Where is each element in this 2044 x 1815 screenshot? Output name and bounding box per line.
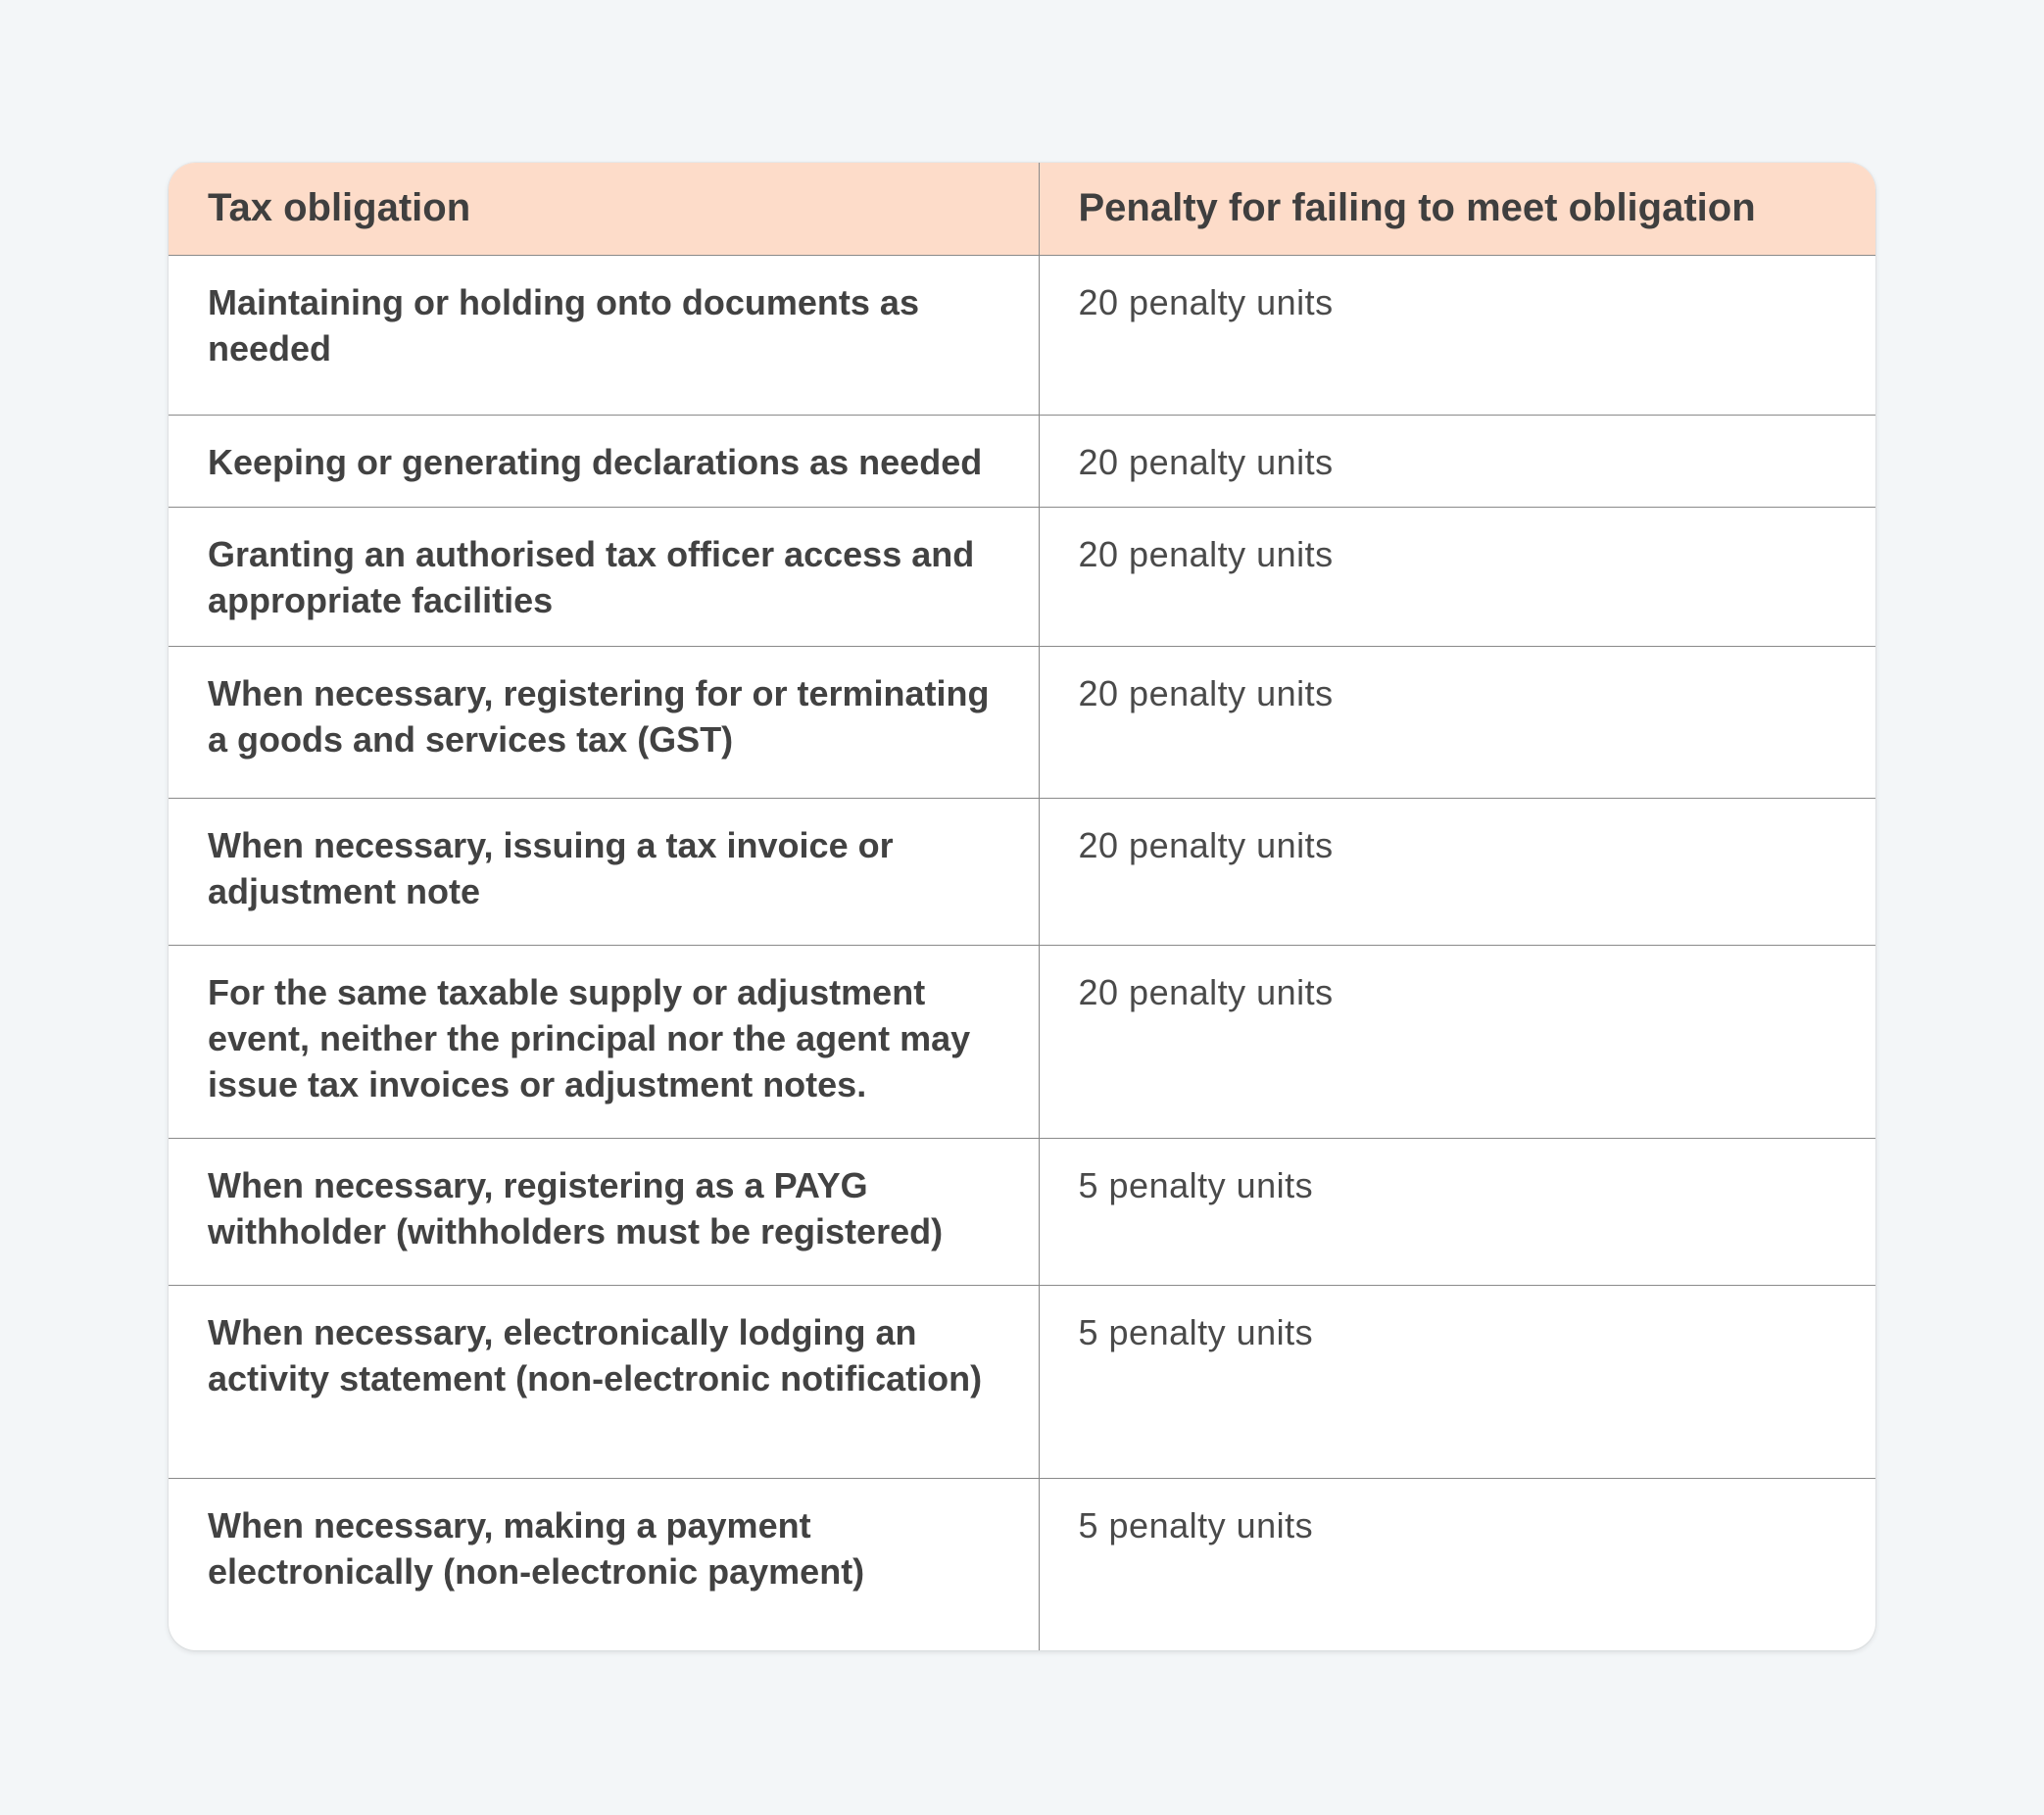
table-row <box>169 1478 1875 1650</box>
penalty-cell: 20 penalty units <box>1039 945 1875 1138</box>
obligation-cell: When necessary, issuing a tax invoice or adjustment note <box>169 798 1039 945</box>
header-tax-obligation: Tax obligation <box>169 163 1039 255</box>
obligation-cell: When necessary, electronically lodging an activity statement (non-electronic notification) <box>169 1285 1039 1478</box>
penalty-table <box>169 163 1875 1650</box>
obligation-cell: When necessary, registering for or terminating a goods and services tax (GST) <box>169 646 1039 798</box>
penalty-cell: 5 penalty units <box>1039 1285 1875 1478</box>
table-row <box>169 255 1875 415</box>
obligation-cell: When necessary, registering as a PAYG withholder (withholders must be registered) <box>169 1138 1039 1285</box>
table-row <box>169 1285 1875 1478</box>
penalty-cell: 20 penalty units <box>1039 646 1875 798</box>
penalty-cell: 5 penalty units <box>1039 1138 1875 1285</box>
table-row <box>169 507 1875 646</box>
table-row <box>169 798 1875 945</box>
header-penalty: Penalty for failing to meet obligation <box>1039 163 1875 255</box>
penalty-cell: 20 penalty units <box>1039 798 1875 945</box>
table-row <box>169 945 1875 1138</box>
penalty-cell: 20 penalty units <box>1039 415 1875 507</box>
obligation-cell: When necessary, making a payment electronically (non-electronic payment) <box>169 1478 1039 1650</box>
penalty-table-card <box>169 163 1875 1650</box>
obligation-cell: Granting an authorised tax officer access and appropriate facilities <box>169 507 1039 646</box>
penalty-cell: 5 penalty units <box>1078 1504 1314 1545</box>
obligation-cell: For the same taxable supply or adjustment event, neither the principal nor the agent may issue tax invoices or adjustment notes. <box>169 945 1039 1138</box>
obligation-cell: Maintaining or holding onto documents as needed <box>169 255 1039 415</box>
penalty-cell: 20 penalty units <box>1039 255 1875 415</box>
table-header-row <box>169 163 1875 255</box>
table-row <box>169 646 1875 798</box>
table-row <box>169 1138 1875 1285</box>
table-row <box>169 415 1875 507</box>
penalty-cell: 20 penalty units <box>1039 507 1875 646</box>
obligation-cell: Keeping or generating declarations as needed <box>169 415 1039 507</box>
